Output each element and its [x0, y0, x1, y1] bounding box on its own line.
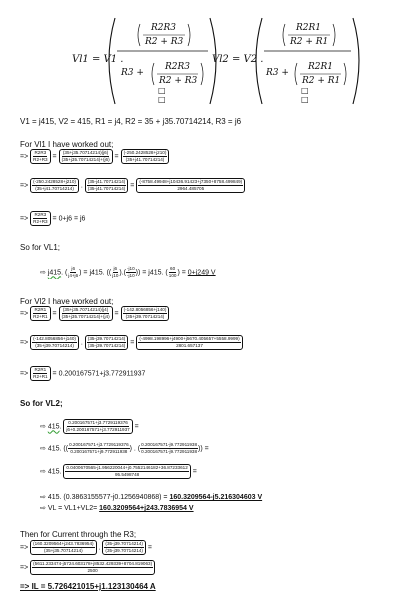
current-step-2: => $\frac{(5611.233474-j5724.603178+j8532.429339+8704.819063)}{2500}$ — [20, 560, 403, 575]
given-values: V1 = j415, V2 = 415, R1 = j4, R2 = 35 + j35.70714214, R3 = j6 — [20, 117, 242, 126]
vl2-step-3: => $\frac{R2R1}{R2+R1}$ = 0.200167571+j3.772911937 — [20, 367, 146, 379]
formula-header — [0, 0, 403, 112]
vl1-step-3: => $\frac{R2R3}{R2+R3}$ = 0+j6 = j6 — [20, 212, 86, 224]
vl1-result: 0+j249 V — [187, 269, 216, 277]
placeholder-box: □ — [301, 86, 309, 95]
placeholder-box: □ — [301, 95, 309, 104]
vl2-step-2: => $\frac{(-142.8056856+j140)}{(35+j39.70714214)}$ . $\frac{(35-j39.70714214)}{(35-j39.70714214)}$ = $\frac{(-4998.198996+j4900+j5670.405657+5558.9999)}{2801.657137}$ — [20, 335, 403, 350]
vl1-den: R2 + R3 — [145, 37, 184, 47]
current-result: => IL = 5.726421015+j1.123130464 A — [20, 582, 156, 591]
current-intro: Then for Current through the R3; — [20, 530, 137, 539]
vl-total-line: ⇨ VL = VL1+VL2= 160.3209564+j243.7836954 V — [40, 505, 194, 512]
vl2-r1plus: R3 + — [266, 68, 289, 78]
vl-total-result: 160.3209564+j243.7836954 V — [99, 505, 194, 512]
vl2-sub-1: ⇨ 415. $\frac{0.200167571+j3.7729119376}{j6+0.200167571+j3.772911937}$ = — [40, 420, 139, 432]
vl1-so-for: So for VL1; — [20, 243, 61, 252]
vl2-lhs: Vl2 = V2 . — [212, 54, 264, 65]
vl1-result-line: ⇨ j415. ( $\frac{j6}{j4+j6}$ ) = j415. (( $\frac{j6}{j10}$ ).( $\frac{-j10}{-j10}$ )) = j415. ( $\frac{60}{100}$ ) = 0+j249 V — [40, 266, 216, 278]
vl1-inner-num: R2R3 — [165, 62, 191, 72]
vl1-inner-den: R2 + R3 — [159, 76, 198, 86]
vl1-r3plus: R3 + — [121, 68, 144, 78]
vl2-result: 160.3209564-j5.216304603 V — [169, 494, 263, 501]
vl2-intro: For Vl2 I have worked out; — [20, 297, 114, 306]
vl2-inner-num: R2R1 — [308, 62, 334, 72]
vl1-step-1: => $\frac{R2R3}{R2+R3}$ = $\frac{(35+j35.70714214)(j6)}{(35+j35.70714214)+(j6)}$ = $\frac{(-250.2428528+j210)}{(35+j41.70714214)}$ — [20, 149, 403, 164]
vl1-step-2: => $\frac{(-250.2428528+j210)}{(35+j41.70714214)}$ . $\frac{(35-j41.70714214)}{(35-j41.70714214)}$ = $\frac{(-8758.49948+j10436.91423+j7350+8758.499849)}{2964.485705}$ — [20, 178, 403, 193]
vl1-intro: For Vl1 I have worked out; — [20, 140, 114, 149]
formula-brackets — [0, 0, 403, 112]
vl2-inner-den: R2 + R1 — [302, 76, 341, 86]
placeholder-box: □ — [158, 95, 166, 104]
vl1-num: R2R3 — [151, 23, 177, 33]
vl2-den: R2 + R1 — [290, 37, 329, 47]
placeholder-box: □ — [158, 86, 166, 95]
vl2-step-1: => $\frac{R2R1}{R2+R1}$ = $\frac{(35+j35.70714214)(j4)}{(35+j35.70714214)+(j4)}$ = $\frac{(-142.8056856+j140)}{(35+j39.70714214)}$ — [20, 306, 403, 321]
vl2-num: R2R1 — [296, 23, 322, 33]
vl2-sub-2: ⇨ 415. (( $\frac{0.200167571+j3.7729119376}{0.200167571+j9.772911938}$ ) . ( $\frac{0.200167571-j9.772911938}{0.200167571-j9.772911938}$ )) = — [40, 442, 209, 454]
vl2-so-for: So for VL2; — [20, 399, 63, 408]
vl2-sub-4: ⇨ 415. (0.3863155577-j0.1256940868) = 160.3209564-j5.216304603 V — [40, 494, 263, 501]
vl2-sub-3: ⇨ 415. $\frac{0.0400670565-j1.956220044+j0.7552146182+36.87233612}{95.5498748}$ = — [40, 465, 197, 477]
current-step-1: => $\frac{(160.3209564+j243.7836954)}{(35+j35.70714214)}$ . $\frac{(35-j39.70714214)}{(35-j39.70714214)}$ = — [20, 541, 153, 553]
vl1-lhs: Vl1 = V1 . — [72, 54, 124, 65]
